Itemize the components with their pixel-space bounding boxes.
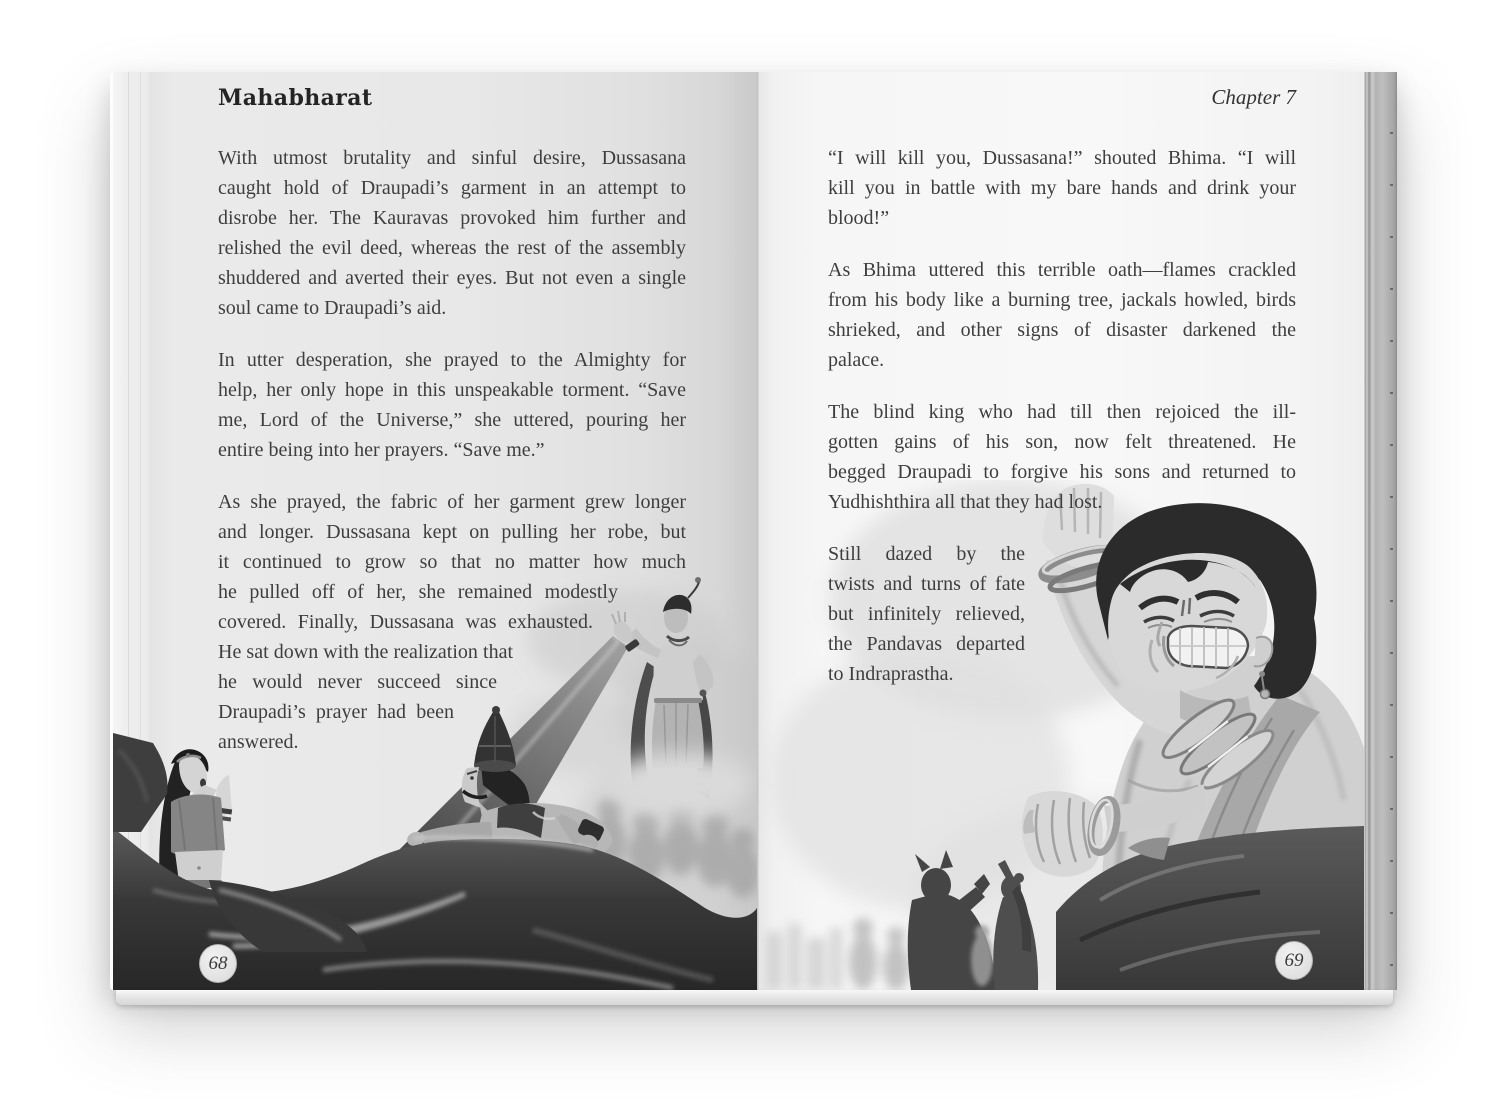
skyline-silhouette xyxy=(766,924,842,990)
text-line: “I will kill you, Dussasana!” shouted Bhima. “I will xyxy=(828,147,1296,169)
text-line: shuddered and averted their eyes. But not even a single xyxy=(218,267,686,289)
text-line: disrobe her. The Kauravas provoked him further and xyxy=(218,207,686,229)
text-line: relished the evil deed, whereas the rest of the assembly xyxy=(218,237,686,259)
text-line: from his body like a burning tree, jackals howled, birds xyxy=(828,289,1296,311)
page-left-text xyxy=(218,143,686,757)
page-left xyxy=(113,72,757,990)
text-line: blood!” xyxy=(828,207,890,229)
text-line: kill you in battle with my bare hands and drink your xyxy=(828,177,1296,199)
text-line: Still dazed by the xyxy=(828,543,1025,565)
text-line: soul came to Draupadi’s aid. xyxy=(218,297,447,319)
text-line: As she prayed, the fabric of her garment grew longer xyxy=(218,491,686,513)
paragraph xyxy=(218,487,686,757)
text-line: and longer. Dussasana kept on pulling her robe, but xyxy=(218,521,686,543)
text-line: Draupadi’s prayer had been xyxy=(218,701,454,723)
text-line: shrieked, and other signs of disaster darkened the xyxy=(828,319,1296,341)
text-line: the Pandavas departed xyxy=(828,633,1025,655)
text-line: begged Draupadi to forgive his sons and returned to xyxy=(828,461,1296,483)
text-line: he would never succeed since xyxy=(218,671,497,693)
page-stack-edge xyxy=(1364,72,1397,990)
text-line: As Bhima uttered this terrible oath—flames crackled xyxy=(828,259,1296,281)
text-line: palace. xyxy=(828,349,885,371)
paragraph xyxy=(828,255,1296,375)
page-number: 68 xyxy=(208,952,228,974)
text-line: help, her only hope in this unspeakable torment. “Save xyxy=(218,379,686,401)
paragraph xyxy=(218,143,686,323)
paragraph xyxy=(828,539,1296,689)
text-line: answered. xyxy=(218,731,299,753)
paragraph xyxy=(828,143,1296,233)
text-line: me, Lord of the Universe,” she uttered, pouring her xyxy=(218,409,686,431)
page-number-badge-right xyxy=(1275,941,1313,980)
paragraph xyxy=(828,397,1296,517)
text-line: Yudhishthira all that they had lost. xyxy=(828,491,1103,513)
page-right xyxy=(760,72,1364,990)
text-line: With utmost brutality and sinful desire, Dussasana xyxy=(218,147,686,169)
page-right-text xyxy=(828,143,1296,689)
text-line: He sat down with the realization that xyxy=(218,641,513,663)
text-line: entire being into her prayers. “Save me.” xyxy=(218,439,545,461)
book-spread xyxy=(110,72,1397,990)
page-number-badge-left xyxy=(199,944,237,983)
text-line: In utter desperation, she prayed to the Almighty for xyxy=(218,349,686,371)
text-line: gotten gains of his son, now felt threatened. He xyxy=(828,431,1296,453)
text-line: caught hold of Draupadi’s garment in an attempt to xyxy=(218,177,686,199)
text-line: The blind king who had till then rejoiced the ill- xyxy=(828,401,1296,423)
paragraph xyxy=(218,345,686,465)
page-number: 69 xyxy=(1284,949,1304,971)
text-line: but infinitely relieved, xyxy=(828,603,1025,625)
text-line: covered. Finally, Dussasana was exhausted. xyxy=(218,611,593,633)
running-head-chapter: Chapter 7 xyxy=(1211,85,1296,109)
text-line: it continued to grow so that no matter how much xyxy=(218,551,686,573)
running-head-book-title: Mahabharat xyxy=(218,85,373,111)
text-line: he pulled off of her, she remained modestly xyxy=(218,581,618,603)
text-line: to Indraprastha. xyxy=(828,663,954,685)
text-line: twists and turns of fate xyxy=(828,573,1025,595)
